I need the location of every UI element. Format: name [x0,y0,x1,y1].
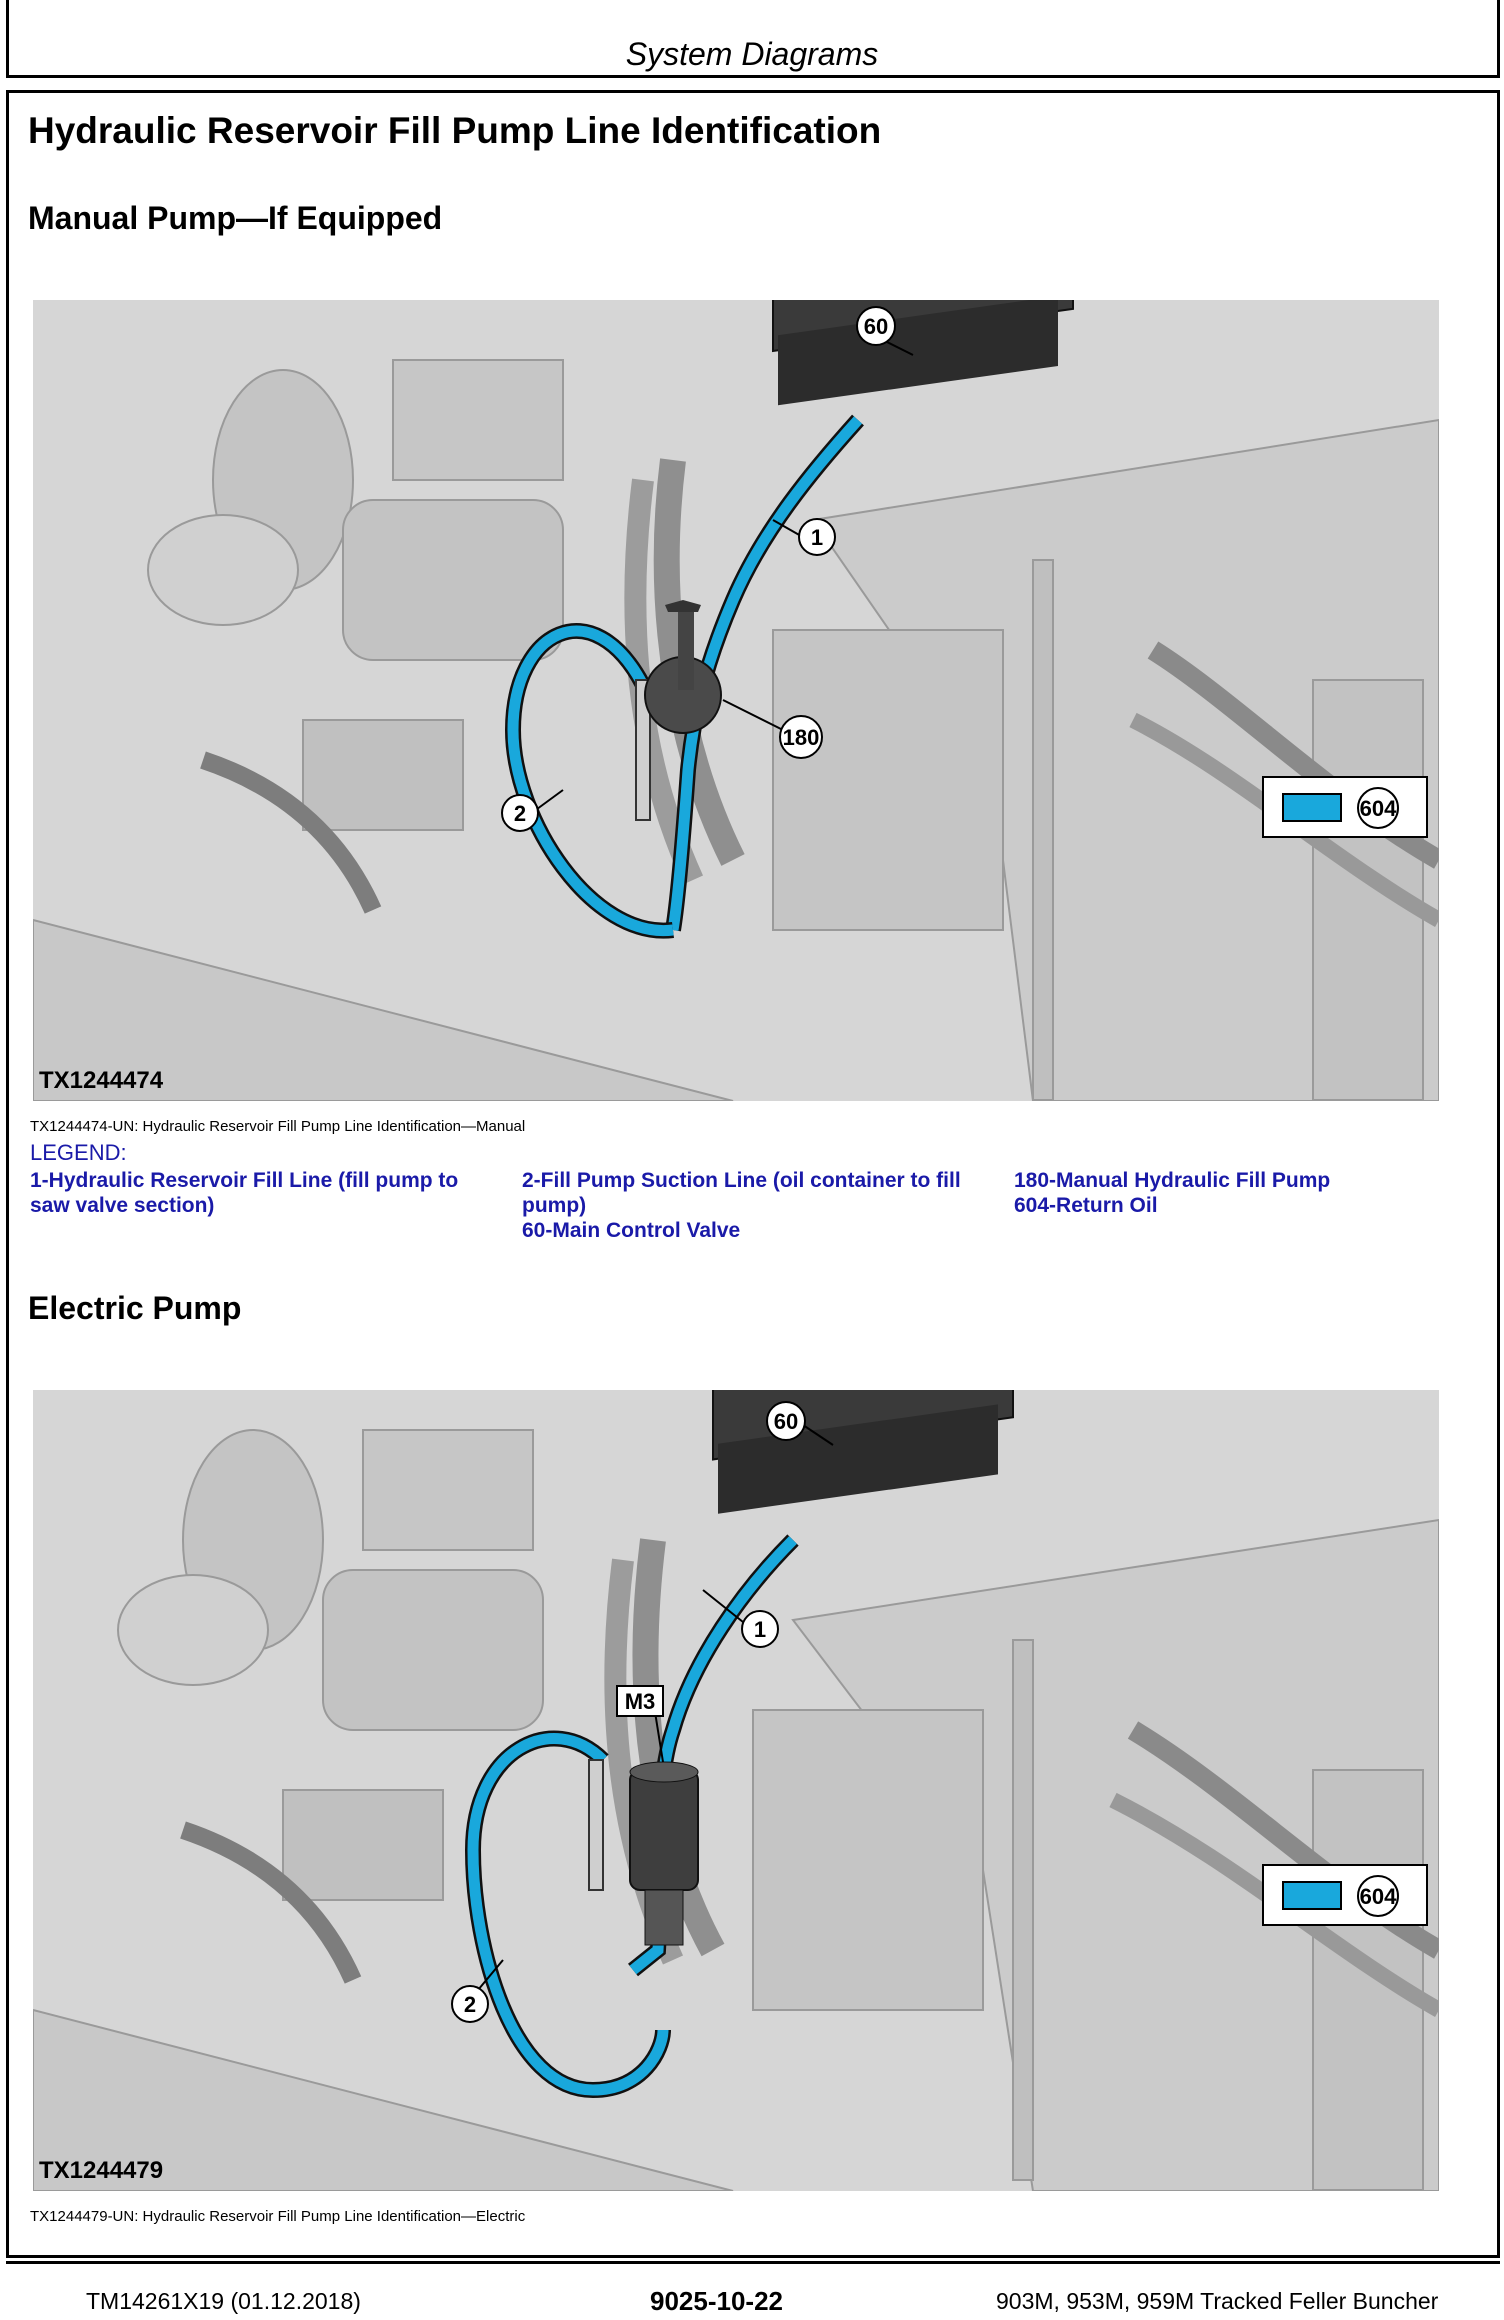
callout-60: 60 [863,314,889,339]
legend-entry: 180-Manual Hydraulic Fill Pump [1014,1169,1331,1192]
figure-electric-pump [33,1390,1439,2191]
legend-entry: 604-Return Oil [1014,1194,1158,1217]
figure-caption: TX1244479-UN: Hydraulic Reservoir Fill Pump Line Identification—Electric [30,2208,526,2225]
callout-604: 604 [1359,1884,1397,1909]
callout-180: 180 [782,725,820,750]
footer-page-number: 9025-10-22 [650,2286,783,2316]
legend-entry: saw valve section) [30,1194,215,1217]
figure-id: TX1244479 [39,2157,164,2184]
legend-entry: 2-Fill Pump Suction Line (oil container to fill [522,1169,961,1192]
legend-heading: LEGEND: [30,1140,127,1165]
callout-60: 60 [773,1409,799,1434]
legend-column-2 [522,1168,1002,1243]
callout-604: 604 [1359,796,1397,821]
legend-entry: 60-Main Control Valve [522,1219,741,1242]
legend-column-3 [1014,1168,1474,1218]
figure-id: TX1244474 [39,1067,164,1094]
section-heading-manual: Manual Pump—If Equipped [28,200,443,236]
callout-1: 1 [810,525,824,550]
footer-doc-id: TM14261X19 (01.12.2018) [86,2288,361,2314]
illustration-manual-pump [33,300,1439,1101]
return-oil-key [1263,777,1427,837]
legend-column-1 [30,1168,510,1218]
callout-2: 2 [513,801,527,826]
section-heading-electric: Electric Pump [28,1290,242,1326]
figure-caption: TX1244474-UN: Hydraulic Reservoir Fill Pump Line Identification—Manual [30,1118,526,1135]
header-title: System Diagrams [625,36,879,72]
callout-m3: M3 [624,1689,656,1714]
legend-entry: 1-Hydraulic Reservoir Fill Line (fill pump to [30,1169,459,1192]
figure-manual-pump [33,300,1439,1101]
page-title: Hydraulic Reservoir Fill Pump Line Identification [28,110,882,151]
footer-rule [6,2261,1500,2264]
footer-machine: 903M, 953M, 959M Tracked Feller Buncher [996,2288,1439,2314]
illustration-electric-pump [33,1390,1439,2191]
callout-2: 2 [463,1992,477,2017]
callout-1: 1 [753,1617,767,1642]
legend-entry: pump) [522,1194,587,1217]
return-oil-key [1263,1865,1427,1925]
